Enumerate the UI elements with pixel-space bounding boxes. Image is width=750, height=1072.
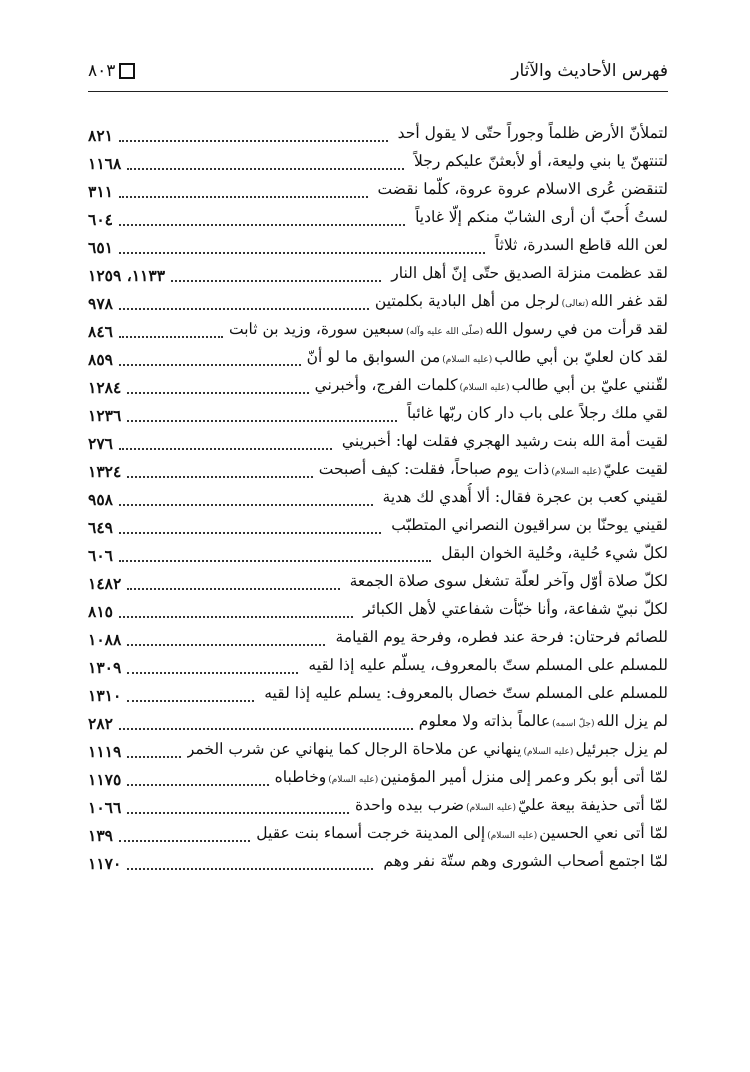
index-entry [88, 178, 668, 206]
dot-leader [119, 363, 301, 366]
entry-honorific: (عليه السلام) [487, 831, 538, 841]
dot-leader [127, 755, 181, 758]
index-entry [88, 486, 668, 514]
dot-leader [119, 615, 353, 618]
entry-hadith-text: لم يزل الله [596, 712, 668, 730]
entry-honorific: (عليه السلام) [328, 775, 379, 785]
entry-hadith-text: لقد عظمت منزلة الصديق حتّى إنّ أهل النار [391, 264, 668, 282]
entry-page-number: ٦٥١ [88, 238, 113, 257]
index-entry [88, 514, 668, 542]
dot-leader [127, 167, 404, 170]
index-entry [88, 290, 668, 318]
index-entry [88, 822, 668, 850]
dot-leader [119, 139, 388, 142]
entry-hadith-text: لستُ أُحبّ أن أرى الشابّ منكم إلّا غادياً [415, 208, 668, 226]
entry-honorific: (عليه السلام) [551, 467, 602, 477]
entry-page-number: ١٣٢٤ [88, 462, 122, 481]
entry-text [307, 343, 668, 374]
entry-hadith-text: لكلّ شيء حُلية، وحُلية الخوان البقل [441, 544, 668, 562]
entry-honorific: (جلّ اسمه) [552, 719, 595, 729]
dot-leader [119, 727, 413, 730]
entry-hadith-text: لقي ملك رجلاً على باب دار كان ربّها غائباً [406, 404, 668, 422]
entry-hadith-continuation: ذات يوم صباحاً، فقلت: كيف أصبحت [318, 460, 550, 478]
entry-page-number: ١٠٦٦ [88, 798, 122, 817]
entry-hadith-text: لتنقضن عُرى الاسلام عروة عروة، كلّما نقضت [377, 180, 668, 198]
entry-page-number: ١٢٨٤ [88, 378, 122, 397]
index-entry [88, 430, 668, 458]
entry-text [256, 819, 668, 850]
dot-leader [127, 419, 397, 422]
entry-page-number: ٢٨٢ [88, 714, 113, 733]
dot-leader [127, 587, 339, 590]
header-page-number [88, 61, 135, 81]
entry-page-number: ٨١٥ [88, 602, 113, 621]
entry-text [491, 231, 668, 262]
entry-text [275, 763, 668, 794]
index-entries [88, 122, 668, 878]
entry-page-number: ٦٠٤ [88, 210, 113, 229]
header-title: فهرس الأحاديث والآثار [511, 61, 668, 81]
square-icon [119, 63, 135, 79]
page-number: ٨٠٣ [88, 61, 116, 81]
dot-leader [119, 559, 431, 562]
entry-page-number: ٨٥٩ [88, 350, 113, 369]
index-entry [88, 374, 668, 402]
entry-text [260, 679, 668, 710]
entry-honorific: (تعالى) [561, 299, 589, 309]
entry-page-number: ٨٤٦ [88, 322, 113, 341]
dot-leader [119, 251, 485, 254]
entry-text [338, 427, 668, 458]
index-entry [88, 570, 668, 598]
entry-hadith-text: لمّا أتى حذيفة بيعة عليّ [518, 796, 668, 814]
entry-text [379, 847, 668, 878]
dot-leader [127, 699, 254, 702]
index-entry [88, 654, 668, 682]
index-entry [88, 150, 668, 178]
entry-hadith-text: لمّا أتى نعي الحسين [539, 824, 668, 842]
entry-text [355, 791, 668, 822]
entry-hadith-text: لقيني كعب بن عجرة فقال: ألا أُهدي لك هدية [382, 488, 668, 506]
dot-leader [119, 531, 381, 534]
dot-leader [119, 335, 223, 338]
entry-hadith-text: لقد غفر الله [590, 292, 668, 310]
entry-text [437, 539, 668, 570]
entry-text [403, 399, 668, 430]
entry-text [419, 707, 668, 738]
entry-honorific: (عليه السلام) [466, 803, 517, 813]
entry-hadith-continuation: من السوابق ما لو أنّ [306, 348, 441, 366]
entry-page-number: ٢٧٦ [88, 434, 113, 453]
index-entry [88, 710, 668, 738]
entry-text [374, 175, 668, 206]
index-entry [88, 850, 668, 878]
entry-text [229, 315, 668, 346]
entry-page-number: ١٣١٠ [88, 686, 122, 705]
entry-hadith-text: لقد كان لعليّ بن أبي طالب [494, 348, 668, 366]
entry-page-number: ١١٧٠ [88, 854, 122, 873]
entry-text [304, 651, 668, 682]
entry-hadith-continuation: عالماً بذاته ولا معلوم [418, 712, 551, 730]
entry-honorific: (عليه السلام) [442, 355, 493, 365]
entry-page-number: ٩٧٨ [88, 294, 113, 313]
entry-hadith-text: لقيت عليّ [603, 460, 668, 478]
entry-page-number: ١٤٨٢ [88, 574, 122, 593]
entry-hadith-text: لمّا اجتمع أصحاب الشورى وهم ستّة نفر وهم [383, 852, 668, 870]
index-entry [88, 346, 668, 374]
entry-honorific: (عليه السلام) [459, 383, 510, 393]
entry-page-number: ١١٣٣، ١٢٥٩ [88, 266, 166, 285]
entry-hadith-text: لقّنني عليّ بن أبي طالب [511, 376, 668, 394]
entry-hadith-text: لتملأنّ الأرض ظلماً وجوراً حتّى لا يقول أحد [397, 124, 668, 142]
entry-page-number: ١٠٨٨ [88, 630, 122, 649]
dot-leader [127, 867, 373, 870]
entry-text [411, 203, 668, 234]
dot-leader [119, 307, 369, 310]
index-entry [88, 766, 668, 794]
index-entry [88, 234, 668, 262]
entry-hadith-text: لمّا أتى أبو بكر وعمر إلى منزل أمير المؤمنين [380, 768, 668, 786]
entry-text [359, 595, 668, 626]
dot-leader [119, 503, 373, 506]
entry-text [375, 287, 668, 318]
entry-page-number: ١١٦٨ [88, 154, 122, 173]
dot-leader [119, 223, 405, 226]
entry-hadith-text: لكلّ صلاة أوّل وآخر لعلّة تشغل سوى صلاة الجمعة [349, 572, 668, 590]
entry-honorific: (صلّى الله عليه وآله) [406, 327, 484, 337]
entry-honorific: (عليه السلام) [523, 747, 574, 757]
entry-page-number: ٣١١ [88, 182, 113, 201]
dot-leader [171, 279, 381, 282]
entry-text [187, 735, 668, 766]
entry-hadith-text: للصائم فرحتان: فرحة عند فطره، وفرحة يوم القيامة [335, 628, 668, 646]
dot-leader [127, 783, 268, 786]
entry-hadith-text: للمسلم على المسلم ستّ خصال بالمعروف: يسلم عليه إذا لقيه [264, 684, 668, 702]
index-entry [88, 738, 668, 766]
dot-leader [127, 475, 312, 478]
entry-page-number: ٦٤٩ [88, 518, 113, 537]
index-entry [88, 402, 668, 430]
entry-text [315, 371, 668, 402]
index-entry [88, 206, 668, 234]
entry-text [346, 567, 668, 598]
entry-text [387, 259, 668, 290]
entry-text [387, 511, 668, 542]
dot-leader [119, 447, 332, 450]
index-entry [88, 598, 668, 626]
entry-hadith-continuation: سبعين سورة، وزيد بن ثابت [229, 320, 405, 338]
dot-leader [127, 643, 325, 646]
entry-hadith-text: للمسلم على المسلم ستّ بالمعروف، يسلّم عليه إذا لقيه [308, 656, 668, 674]
entry-text [319, 455, 668, 486]
entry-hadith-text: لقد قرأت من في رسول الله [485, 320, 668, 338]
entry-page-number: ٦٠٦ [88, 546, 113, 565]
entry-hadith-continuation: لرجل من أهل البادية بكلمتين [374, 292, 560, 310]
page-header [88, 56, 668, 86]
entry-text [410, 147, 668, 178]
entry-text [331, 623, 668, 654]
dot-leader [119, 839, 250, 842]
entry-page-number: ١٣٠٩ [88, 658, 122, 677]
entry-page-number: ١١٧٥ [88, 770, 122, 789]
index-entry [88, 458, 668, 486]
entry-page-number: ١٣٩ [88, 826, 113, 845]
dot-leader [127, 671, 298, 674]
entry-hadith-continuation: ضرب بيده واحدة [355, 796, 465, 814]
entry-page-number: ١١١٩ [88, 742, 122, 761]
entry-hadith-text: لم يزل جبرئيل [575, 740, 668, 758]
entry-hadith-continuation: كلمات الفرج، وأخبرني [314, 376, 458, 394]
entry-hadith-continuation: إلى المدينة خرجت أسماء بنت عقيل [256, 824, 486, 842]
dot-leader [119, 195, 368, 198]
entry-hadith-continuation: ينهاني عن ملاحاة الرجال كما ينهاني عن شرب الخمر [186, 740, 522, 758]
index-entry [88, 626, 668, 654]
index-entry [88, 318, 668, 346]
entry-hadith-text: لقيت أمة الله بنت رشيد الهجري فقلت لها: أخبريني [341, 432, 668, 450]
dot-leader [127, 391, 308, 394]
entry-hadith-text: لتنتهنّ يا بني وليعة، أو لأبعثنّ عليكم رجلاً [414, 152, 668, 170]
entry-hadith-continuation: وخاطباه [274, 768, 327, 786]
index-entry [88, 262, 668, 290]
header-divider [88, 91, 668, 92]
entry-page-number: ١٢٣٦ [88, 406, 122, 425]
entry-text [379, 483, 668, 514]
index-entry [88, 122, 668, 150]
entry-page-number: ٨٢١ [88, 126, 113, 145]
dot-leader [127, 811, 349, 814]
entry-page-number: ٩٥٨ [88, 490, 113, 509]
index-entry [88, 682, 668, 710]
entry-hadith-text: لقيني يوحنّا بن سراقيون النصراني المتطبّب [391, 516, 668, 534]
index-entry [88, 542, 668, 570]
entry-text [394, 119, 668, 150]
entry-hadith-text: لعن الله قاطع السدرة، ثلاثاً [494, 236, 668, 254]
entry-hadith-text: لكلّ نبيّ شفاعة، وأنا خبّأت شفاعتي لأهل الكبائر [363, 600, 668, 618]
index-entry [88, 794, 668, 822]
